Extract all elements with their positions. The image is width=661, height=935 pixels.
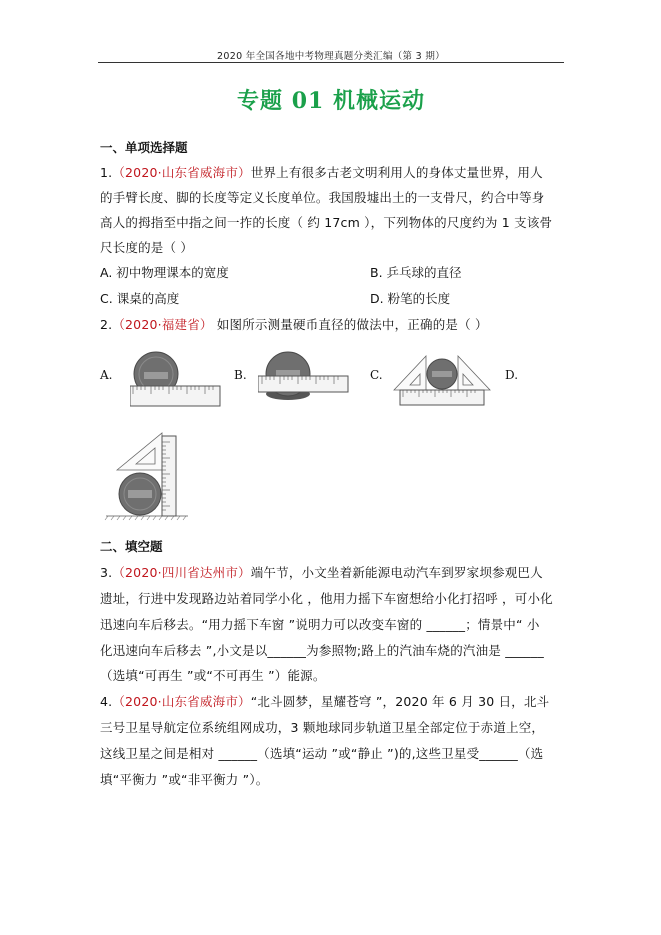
q1-source: （2020·山东省威海市）	[112, 165, 251, 180]
q2-line-1	[100, 315, 488, 333]
q4-line-4: 填“平衡力 ”或“非平衡力 ”）。	[100, 772, 269, 787]
option-key: D.	[370, 291, 384, 306]
figure-label-d: D.	[505, 368, 519, 382]
figure-label-a: A.	[100, 368, 113, 382]
option-text: 粉笔的长度	[387, 291, 451, 306]
q1-line-2: 的手臂长度、脚的长度等定义长度单位。我国殷墟出土的一支骨尺，约合中等身	[100, 190, 545, 205]
q4-line-2: 三号卫星导航定位系统组网成功，3 颗地球同步轨道卫星全部定位于赤道上空，	[100, 720, 545, 735]
q1-option-d	[370, 289, 450, 307]
q1-option-b	[370, 263, 462, 281]
figure-a-coin-ruler	[130, 350, 230, 408]
header-rule	[98, 62, 564, 63]
section-heading-choice: 一、单项选择题	[100, 140, 188, 155]
q1-option-a	[100, 263, 229, 281]
running-header: 2020 年全国各地中考物理真题分类汇编（第 3 期）	[217, 51, 445, 62]
option-text: 初中物理课本的宽度	[116, 265, 229, 280]
figure-d-vertical-ruler	[100, 428, 192, 523]
q1-line-3: 高人的拇指至中指之间一拃的长度（ 约 17cm ），下列物体的尺度约为 1 支该骨	[100, 215, 553, 230]
figure-label-c: C.	[370, 368, 383, 382]
q1-option-c	[100, 289, 179, 307]
q3-text-1: 端午节，小文坐着新能源电动汽车到罗家坝参观巴人	[250, 565, 543, 580]
q3-number: 3.	[100, 565, 113, 580]
q4-text-1: “北斗圆梦，星耀苍穹 ”，2020 年 6 月 30 日，北斗	[250, 694, 550, 709]
q3-line-5: （选填“可再生 ”或“不可再生 ”）能源。	[100, 668, 326, 683]
section-heading-fill: 二、填空题	[100, 539, 163, 554]
q4-number: 4.	[100, 694, 113, 709]
q2-source: （2020·福建省）	[112, 317, 213, 332]
figure-c-set-squares	[392, 352, 492, 408]
option-key: B.	[370, 265, 383, 280]
figure-b-coin-ruler	[258, 350, 353, 410]
q3-line-3: 迅速向车后移去。“用力摇下车窗 ”说明力可以改变车窗的 ______；情景中“ 小	[100, 617, 540, 632]
q4-line-1	[100, 692, 549, 710]
q1-number: 1.	[100, 165, 113, 180]
q1-text-1: 世界上有很多古老文明利用人的身体丈量世界，用人	[250, 165, 543, 180]
q4-line-3: 这线卫星之间是相对 ______（选填“运动 ”或“静止 ”)的,这些卫星受______（选	[100, 746, 544, 761]
q3-source: （2020·四川省达州市）	[112, 565, 251, 580]
q2-text: 如图所示测量硬币直径的做法中，正确的是（ ）	[212, 317, 488, 332]
page-title: 专题 01 机械运动	[237, 88, 425, 114]
option-key: A.	[100, 265, 113, 280]
q3-line-2: 遗址，行进中发现路边站着同学小化 ，他用力摇下车窗想给小化打招呼 ，可小化	[100, 591, 553, 606]
option-text: 课桌的高度	[116, 291, 180, 306]
q3-line-4: 化迅速向车后移去 ”,小文是以______为参照物;路上的汽油车烧的汽油是 ______	[100, 643, 544, 658]
figure-label-b: B.	[234, 368, 247, 382]
q3-line-1	[100, 563, 543, 581]
q1-line-4: 尺长度的是（ ）	[100, 240, 194, 255]
option-text: 乒乓球的直径	[386, 265, 462, 280]
q2-number: 2.	[100, 317, 113, 332]
q1-line-1	[100, 163, 543, 181]
option-key: C.	[100, 291, 113, 306]
q4-source: （2020·山东省威海市）	[112, 694, 251, 709]
